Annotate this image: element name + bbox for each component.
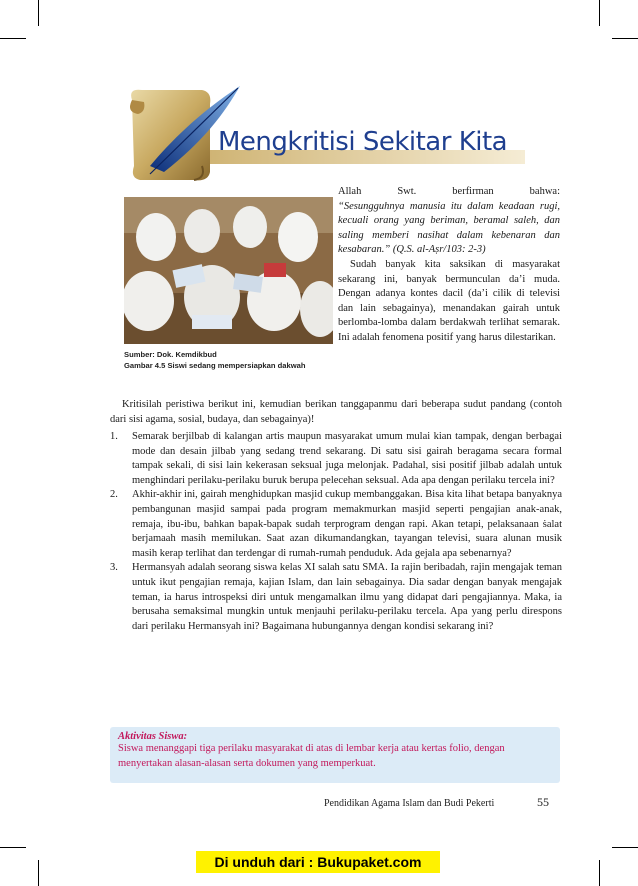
item-number: 1. bbox=[110, 431, 118, 442]
item-text: Hermansyah adalah seorang siswa kelas XI salah satu SMA. Ia rajin beribadah, rajin mengajak teman untuk ikut pengajian remaja, kajian Islam, dan lain sebagainya. Dia sadar dengan banyak mengajak teman, ia harus introspeksi diri untuk mengamalkan ilmu yang didapat dari pengajiannya. Maka, ia berusaha semaksimal mungkin untuk menjauhi perilaku-perilaku tercela. Apa yang perlu direspons dari perilaku Hermansyah ini? Bagaimana hubungannya dengan kondisi sekarang ini? bbox=[132, 562, 562, 632]
activity-heading: Aktivitas Siswa: bbox=[118, 731, 188, 742]
list-item bbox=[110, 561, 562, 634]
crop-mark bbox=[0, 847, 26, 848]
download-watermark-link[interactable]: Di unduh dari : Bukupaket.com bbox=[196, 851, 440, 873]
list-item bbox=[110, 488, 562, 561]
photo-caption bbox=[124, 349, 339, 371]
crop-mark bbox=[0, 38, 26, 39]
crop-mark bbox=[599, 0, 600, 26]
instruction-paragraph bbox=[110, 398, 562, 427]
list-item bbox=[110, 430, 562, 488]
crop-mark bbox=[38, 0, 39, 26]
item-number: 2. bbox=[110, 489, 118, 501]
crop-mark bbox=[599, 860, 600, 886]
activity-body: Siswa menanggapi tiga perilaku masyarakat di atas di lembar kerja atau kertas folio, dengan menyertakan alasan-alasan serta dokumen yang memperkuat. bbox=[118, 743, 505, 769]
page-number: 55 bbox=[537, 795, 549, 809]
item-text: Akhir-akhir ini, gairah menghidupkan masjid cukup membanggakan. Bisa kita lihat betapa banyaknya pembangunan masjid sampai pada program memakmurkan masjid seperti pengajian anak-anak, remaja, ibu-ibu, bahkan bapak-bapak sudah terprogram dengan rapi. Akan tetapi, pelaksanaan ṡalat berjamaah masih memilukan. Saat azan dikumandangkan, tayangan televisi, suara alunan musik masih kerap terlihat dan terdengar di rumah-rumah penduduk. Ada gejala apa sebenarnya? bbox=[132, 489, 562, 559]
crop-mark bbox=[38, 860, 39, 886]
dakwah-paragraph: Sudah banyak kita saksikan di masyarakat sekarang ini, banyak bermunculan da’i muda. Dengan adanya kontes dacil (da’i cilik di televisi dan lain sebagainya), menandakan gairah untuk berlomba-lomba dalam berdakwah terlihat semarak. Ini adalah fenomena positif yang harus dilestarikan. bbox=[338, 258, 560, 343]
crop-mark bbox=[612, 38, 638, 39]
book-title-footer: Pendidikan Agama Islam dan Budi Pekerti bbox=[324, 798, 495, 809]
crop-mark bbox=[612, 847, 638, 848]
instruction-text: Kritisilah peristiwa berikut ini, kemudian berikan tanggapanmu dari beberapa sudut pandang (contoh dari sisi agama, sosial, budaya, dan sebagainya)! bbox=[110, 399, 562, 425]
photo-source: Sumber: Dok. Kemdikbud bbox=[124, 350, 217, 359]
case-list bbox=[110, 430, 562, 634]
photo-figure-label: Gambar 4.5 Siswi sedang mempersiapkan dakwah bbox=[124, 361, 306, 370]
student-activity-box bbox=[110, 727, 560, 783]
quran-quote: “Sesungguhnya manusia itu dalam keadaan rugi, kecuali orang yang beriman, beramal saleh, dan saling memberi nasihat dalam kebenaran dan kesabaran.” (Q.S. al-Aṣr/103: 2-3) bbox=[338, 200, 560, 256]
quote-intro: Allah Swt. berfirman bahwa: bbox=[338, 186, 560, 197]
item-text: Semarak berjilbab di kalangan artis maupun masyarakat umum mulai kian tampak, dengan berbagai mode dan desain jilbab yang sedang trend sekarang. Di satu sisi gairah beragama secara formal tampak sekali, di sisi lain kekerasan seksual juga melonjak. Padahal, sisi positif jilbab adalah untuk menghindari perilaku-perilaku buruk berupa pelecehan seksual. Ada apa dengan perilaku tercela ini? bbox=[132, 431, 562, 486]
item-number: 3. bbox=[110, 562, 118, 574]
right-column-text bbox=[338, 185, 560, 346]
section-title: Mengkritisi Sekitar Kita bbox=[218, 127, 508, 157]
students-photo bbox=[124, 197, 333, 344]
